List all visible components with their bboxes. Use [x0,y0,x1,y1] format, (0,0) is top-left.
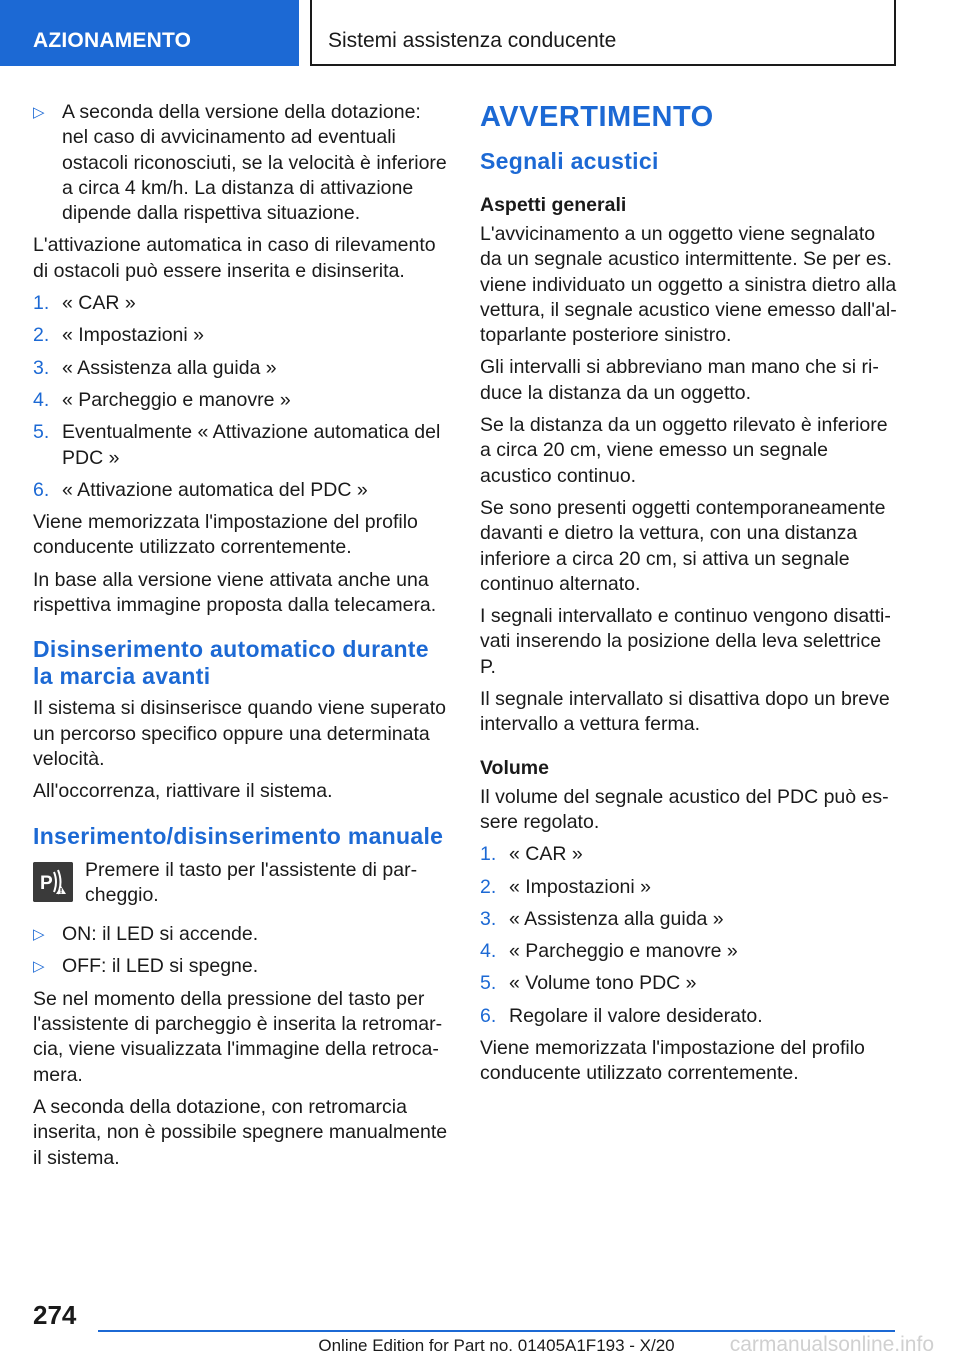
paragraph: Se sono presenti oggetti contemporaneamente davanti e dietro la vettura, con una distanza inferiore a circa 20 cm, si attiva un segnale continuo alternato. [480,496,886,595]
parking-assistant-button-icon [33,862,73,902]
left-column [33,100,448,1178]
footer-edition: Online Edition for Part no. 01405A1F193 - X/20 [318,1336,675,1355]
step-number: 3. [480,907,497,930]
step-number: 2. [33,324,50,347]
list-item [33,954,448,979]
paragraph: Gli intervalli si abbreviano man mano che si riduce la distanza da un oggetto. [480,356,879,404]
step-number: 1. [480,843,497,866]
paragraph: All'occorrenza, riattivare il sistema. [33,780,333,803]
heading-manual: Inserimento/disinserimento manuale [33,822,444,849]
icon-text: Premere il tasto per l'assistente di parcheggio. [85,858,418,906]
step-item [480,907,900,932]
paragraph: Viene memorizzata l'impostazione del profilo conducente utilizzato correntemente. [480,1037,865,1085]
warning-title: AVVERTIMENTO [480,101,714,133]
step-item [480,875,900,900]
triangle-right-icon: ▷ [33,926,45,944]
right-column [480,100,900,1094]
footer-divider [98,1330,895,1332]
bullet-list-led [33,922,448,980]
step-number: 5. [33,421,50,444]
bullet-text: A seconda della versione della dotazione: nel caso di avvicinamento ad eventuali ostacoli riconosciuti, se la velocità è inferiore a circa 4 km/h. La distanza di attivazione dipende dalla rispettiva situazione. [62,101,447,225]
page-number: 274 [33,1300,77,1330]
paragraph: L'avvicinamento a un oggetto viene segnalato da un segnale acustico intermittente. Se per es. viene individuato un oggetto a sinistra dietro alla vettura, il segnale acustico viene emesso dall'altoparlante posteriore sinistro. [480,223,897,347]
subheading-general: Aspetti generali [480,194,627,216]
paragraph: Viene memorizzata l'impostazione del profilo conducente utilizzato correntemente. [33,511,418,559]
step-text: « Assistenza alla guida » [62,356,277,379]
step-item [33,356,448,381]
paragraph: Il segnale intervallato si disattiva dopo un breve intervallo a vettura ferma. [480,688,890,736]
paragraph: Se nel momento della pressione del tasto per l'assistente di parcheggio è inserita la retromarcia, viene visualizzata l'immagine della retrocamera. [33,987,443,1086]
step-item [33,478,448,503]
watermark: carmanualsonline.info [729,1333,934,1356]
step-item [33,388,448,413]
step-text: « Impostazioni » [509,875,651,898]
step-text: « Volume tono PDC » [509,972,697,995]
paragraph: I segnali intervallato e continuo vengono disattivati inserendo la posizione della leva selettrice P. [480,605,891,678]
step-item [480,939,900,964]
paragraph: In base alla versione viene attivata anche una rispettiva immagine proposta dalla telecamera. [33,568,437,617]
step-number: 6. [480,1004,497,1027]
paragraph: Il volume del segnale acustico del PDC può essere regolato. [480,785,889,833]
paragraph: L'attivazione automatica in caso di rilevamento di ostacoli può essere inserita e disinserita. [33,234,436,282]
triangle-right-icon: ▷ [33,104,45,121]
step-number: 1. [33,292,50,315]
step-text: « Attivazione automatica del PDC » [62,478,368,501]
chapter-header [310,0,896,66]
heading-signals: Segnali acustici [480,148,659,174]
step-text: « CAR » [62,292,136,315]
list-item [33,922,448,947]
section-tab [0,0,299,66]
step-number: 5. [480,972,497,995]
bullet-list-top [33,100,448,226]
step-text: Eventualmente « Attivazione automatica del PDC » [62,421,441,469]
steps-list-volume [480,842,900,1029]
svg-text:P: P [40,872,53,894]
steps-list-activation [33,291,448,503]
paragraph: Il sistema si disinserisce quando viene superato un percorso specifico oppure una determinata velocità. [33,697,446,770]
step-item [480,971,900,996]
subheading-volume: Volume [480,756,549,779]
list-item [33,100,448,226]
step-text: « Assistenza alla guida » [509,907,724,930]
heading-auto-off: Disinserimento automatico durante la marcia avanti [33,636,429,690]
step-number: 4. [480,940,497,963]
step-text: « Parcheggio e manovre » [509,940,738,963]
paragraph: Se la distanza da un oggetto rilevato è inferiore a circa 20 cm, viene emesso un segnale acustico continuo. [480,414,888,487]
step-text: Regolare il valore desiderato. [509,1004,763,1027]
step-text: « Parcheggio e manovre » [62,388,291,411]
step-item [480,842,900,867]
section-title: AZIONAMENTO [33,29,192,52]
step-text: « CAR » [509,843,583,866]
step-item [33,323,448,348]
step-item [33,420,448,471]
icon-instruction [33,858,448,909]
step-text: « Impostazioni » [62,324,204,347]
step-item [480,1004,900,1029]
step-number: 4. [33,388,50,411]
step-number: 6. [33,478,50,501]
step-number: 2. [480,875,497,898]
paragraph: A seconda della dotazione, con retromarcia inserita, non è possibile spegnere manualmente il sistema. [33,1095,448,1169]
step-number: 3. [33,356,50,379]
bullet-text: ON: il LED si accende. [62,923,259,946]
chapter-title: Sistemi assistenza conducente [328,29,617,52]
bullet-text: OFF: il LED si spegne. [62,955,259,978]
step-item [33,291,448,316]
triangle-right-icon: ▷ [33,958,45,976]
